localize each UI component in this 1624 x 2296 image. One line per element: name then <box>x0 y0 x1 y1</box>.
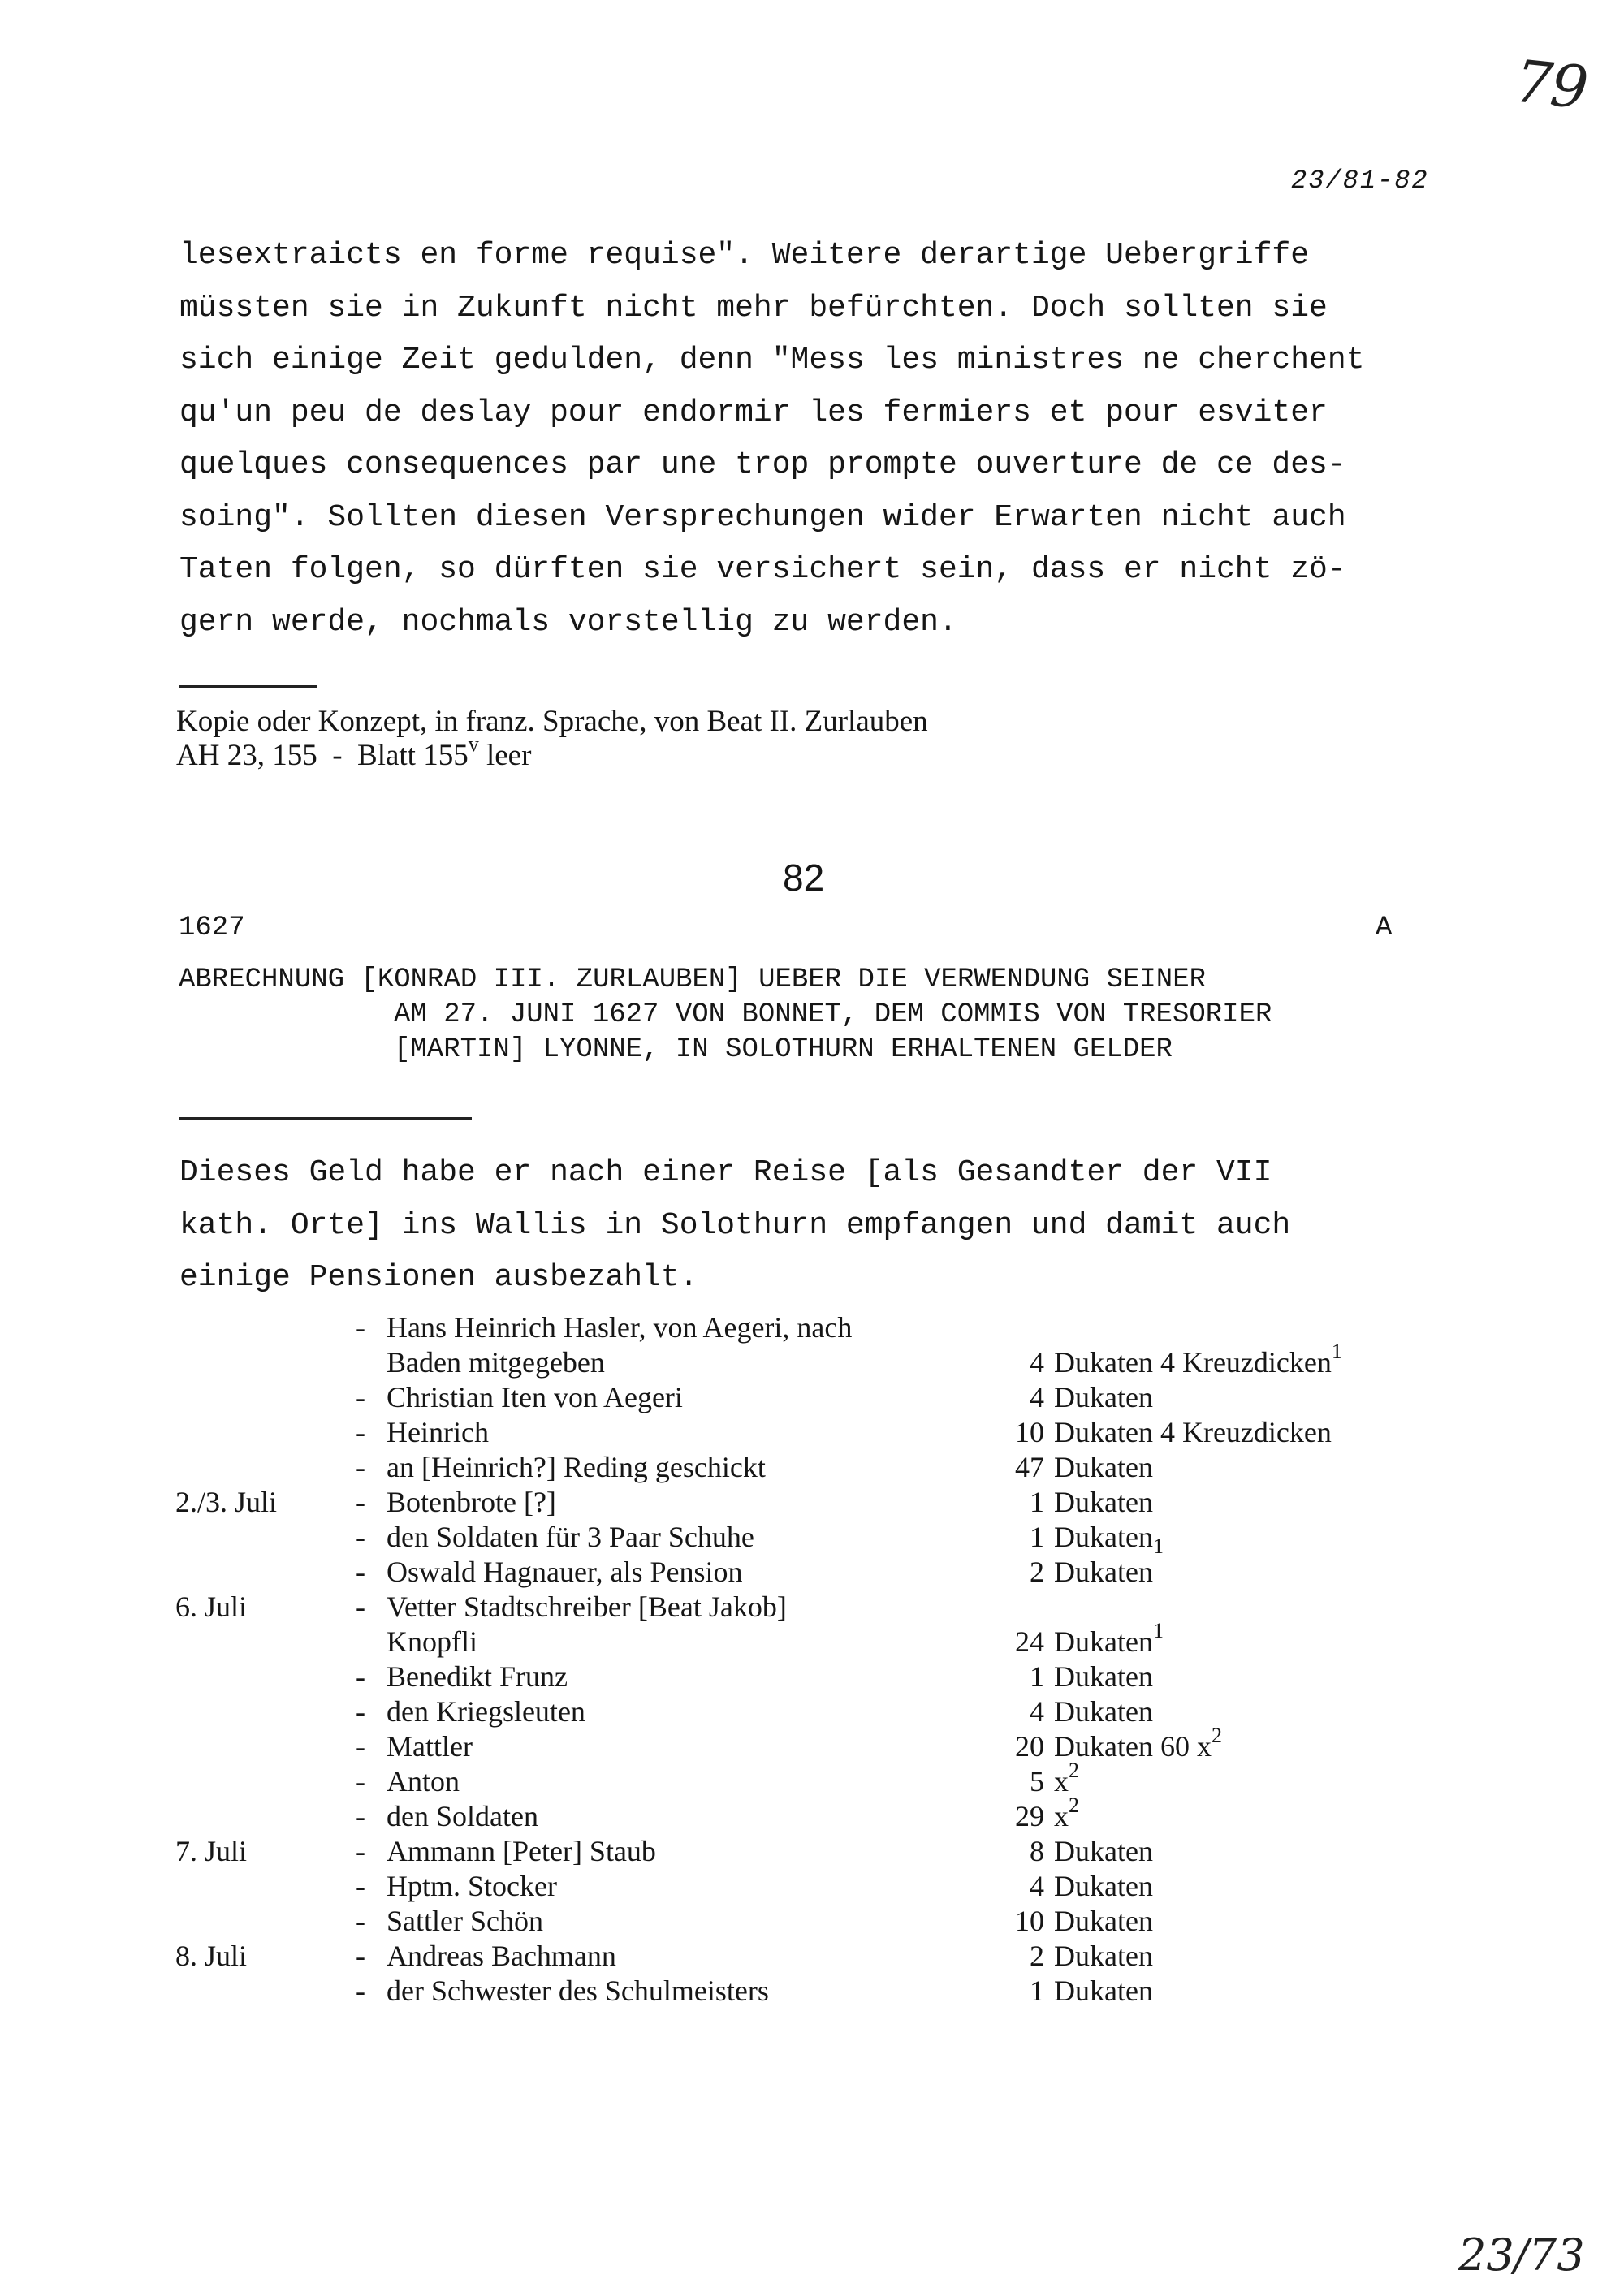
entry-description: Knopfli <box>387 1625 477 1658</box>
ledger-row <box>0 1904 1624 1939</box>
entry-unit <box>1054 1520 1164 1559</box>
document-title <box>179 963 1272 1068</box>
entry-unit-text: x <box>1054 1765 1069 1798</box>
entry-description: Mattler <box>387 1730 473 1763</box>
entry-unit-text: Dukaten 4 Kreuzdicken <box>1054 1346 1332 1379</box>
entry-unit-text: Dukaten <box>1054 1486 1153 1518</box>
entry-unit <box>1054 1904 1153 1938</box>
entry-unit <box>1054 1939 1153 1973</box>
entry-dash: - <box>356 1556 365 1588</box>
entry-unit <box>1054 1380 1153 1414</box>
ledger-row <box>0 1450 1624 1485</box>
entry-unit <box>1054 1834 1153 1868</box>
continuation-line: lesextraicts en forme requise". Weitere derartige Uebergriffe <box>179 238 1310 273</box>
entry-dash: - <box>356 1730 365 1763</box>
continuation-line: müssten sie in Zukunft nicht mehr befürchten. Doch sollten sie <box>179 290 1328 326</box>
continuation-line: qu'un peu de deslay pour endormir les fermiers et pour esviter <box>179 395 1328 430</box>
entry-amount: 1 <box>1030 1974 1044 2007</box>
entry-unit-text: x <box>1054 1800 1069 1832</box>
entry-dash: - <box>356 1311 365 1344</box>
document-number: 82 <box>783 857 825 899</box>
ledger-row <box>0 1939 1624 1974</box>
entry-dash: - <box>356 1940 365 1972</box>
ledger-row <box>0 1485 1624 1520</box>
ledger-row <box>0 1659 1624 1694</box>
entry-description: den Kriegsleuten <box>387 1695 585 1728</box>
entry-unit <box>1054 1974 1153 2008</box>
entry-amount: 10 <box>1015 1416 1044 1448</box>
title-line-2: AM 27. JUNI 1627 VON BONNET, DEM COMMIS VON TRESORIER <box>394 999 1272 1030</box>
entry-unit-text: Dukaten 60 x <box>1054 1730 1212 1763</box>
document-reference: 23/81-82 <box>1291 166 1429 196</box>
ledger-row <box>0 1380 1624 1415</box>
entry-description: Hptm. Stocker <box>387 1870 557 1902</box>
entry-unit-text: Dukaten <box>1054 1625 1153 1658</box>
entry-unit-text: Dukaten <box>1054 1381 1153 1413</box>
continuation-line: gern werde, nochmals vorstellig zu werden. <box>179 604 957 640</box>
ledger-row <box>0 1555 1624 1590</box>
entry-description: Oswald Hagnauer, als Pension <box>387 1556 743 1588</box>
bottom-archive-number: 23/73 <box>1458 2229 1585 2281</box>
entry-unit-text: Dukaten 4 Kreuzdicken <box>1054 1416 1332 1448</box>
ledger-row <box>0 1520 1624 1559</box>
entry-unit <box>1054 1340 1342 1379</box>
source-note-line-1: Kopie oder Konzept, in franz. Sprache, von Beat II. Zurlauben <box>176 705 928 738</box>
footnote-marker: 2 <box>1069 1759 1079 1782</box>
entry-dash: - <box>356 1381 365 1413</box>
entry-description: Sattler Schön <box>387 1905 543 1937</box>
entry-amount: 1 <box>1030 1521 1044 1553</box>
entry-amount: 1 <box>1030 1660 1044 1693</box>
entry-amount: 10 <box>1015 1905 1044 1937</box>
entry-unit <box>1054 1619 1164 1659</box>
entry-unit-text: Dukaten <box>1054 1974 1153 2007</box>
footnote-marker: 1 <box>1331 1340 1342 1363</box>
entry-unit <box>1054 1694 1153 1728</box>
entry-amount: 4 <box>1030 1346 1044 1379</box>
ledger-row <box>0 1793 1624 1834</box>
entry-dash: - <box>356 1695 365 1728</box>
entry-amount: 1 <box>1030 1486 1044 1518</box>
entry-unit <box>1054 1450 1153 1484</box>
entry-unit <box>1054 1555 1153 1589</box>
entry-description: Benedikt Frunz <box>387 1660 568 1693</box>
continuation-line: soing". Sollten diesen Versprechungen wider Erwarten nicht auch <box>179 499 1346 535</box>
entry-amount: 47 <box>1015 1451 1044 1483</box>
entry-unit <box>1054 1793 1079 1833</box>
entry-description: der Schwester des Schulmeisters <box>387 1974 769 2007</box>
entry-description: Botenbrote [?] <box>387 1486 556 1518</box>
title-line-1: ABRECHNUNG [KONRAD III. ZURLAUBEN] UEBER DIE VERWENDUNG SEINER <box>179 965 1207 995</box>
entry-dash: - <box>356 1765 365 1798</box>
entry-amount: 4 <box>1030 1870 1044 1902</box>
footnote-marker: 2 <box>1211 1724 1222 1747</box>
ledger-row <box>0 1415 1624 1450</box>
ledger-row <box>0 1724 1624 1764</box>
entry-description: an [Heinrich?] Reding geschickt <box>387 1451 766 1483</box>
entry-unit-text: Dukaten <box>1054 1905 1153 1937</box>
intro-line: Dieses Geld habe er nach einer Reise [als Gesandter der VII <box>179 1155 1272 1190</box>
ledger-row <box>0 1834 1624 1869</box>
entry-dash: - <box>356 1870 365 1902</box>
entry-unit-text: Dukaten <box>1054 1940 1153 1972</box>
entry-unit <box>1054 1485 1153 1519</box>
footnote-divider <box>179 685 317 688</box>
entry-dash: - <box>356 1835 365 1867</box>
entry-date: 2./3. Juli <box>175 1486 278 1518</box>
footnote-marker: 1 <box>1152 1534 1164 1559</box>
entry-unit-text: Dukaten <box>1054 1695 1153 1728</box>
ledger-row <box>0 1974 1624 2009</box>
entry-dash: - <box>356 1800 365 1832</box>
continuation-line: Taten folgen, so dürften sie versichert sein, dass er nicht zö- <box>179 552 1346 587</box>
entry-unit-text: Dukaten <box>1054 1660 1153 1693</box>
entry-date: 8. Juli <box>175 1940 248 1972</box>
source-note-line-2-end: leer <box>478 739 532 772</box>
entry-amount: 24 <box>1015 1625 1044 1658</box>
entry-amount: 8 <box>1030 1835 1044 1867</box>
entry-amount: 5 <box>1030 1765 1044 1798</box>
footnote-marker: 2 <box>1069 1793 1079 1817</box>
source-note-line-2 <box>176 732 928 773</box>
entry-dash: - <box>356 1451 365 1483</box>
entry-unit-text: Dukaten <box>1054 1835 1153 1867</box>
ledger-row <box>0 1340 1624 1380</box>
entry-unit <box>1054 1659 1153 1694</box>
entry-dash: - <box>356 1905 365 1937</box>
entry-dash: - <box>356 1416 365 1448</box>
ledger-row <box>0 1869 1624 1904</box>
ledger-row <box>0 1590 1624 1625</box>
entry-amount: 4 <box>1030 1381 1044 1413</box>
document-letter: A <box>1376 913 1393 943</box>
continuation-line: quelques consequences par une trop prompte ouverture de ce des- <box>179 447 1346 482</box>
ledger-row <box>0 1759 1624 1799</box>
entry-unit <box>1054 1869 1153 1903</box>
entry-amount: 29 <box>1015 1800 1044 1832</box>
entry-unit <box>1054 1724 1222 1763</box>
entry-description: Hans Heinrich Hasler, von Aegeri, nach <box>387 1311 853 1344</box>
verso-superscript: v <box>468 732 479 756</box>
entry-description: den Soldaten <box>387 1800 538 1832</box>
entry-dash: - <box>356 1486 365 1518</box>
continuation-paragraph <box>179 230 1364 649</box>
entry-date: 6. Juli <box>175 1590 248 1623</box>
entry-unit <box>1054 1415 1332 1449</box>
ledger-entries <box>0 1310 1624 2009</box>
continuation-line: sich einige Zeit gedulden, denn "Mess les ministres ne cherchent <box>179 343 1365 378</box>
entry-unit-text: Dukaten <box>1054 1521 1153 1553</box>
intro-paragraph <box>179 1147 1290 1305</box>
entry-date: 7. Juli <box>175 1835 248 1867</box>
intro-line: kath. Orte] ins Wallis in Solothurn empfangen und damit auch <box>179 1207 1291 1243</box>
document-year: 1627 <box>179 913 245 943</box>
entry-description: Anton <box>387 1765 460 1798</box>
intro-line: einige Pensionen ausbezahlt. <box>179 1260 698 1295</box>
entry-description: Andreas Bachmann <box>387 1940 616 1972</box>
ledger-row <box>0 1694 1624 1729</box>
entry-description: Vetter Stadtschreiber [Beat Jakob] <box>387 1590 787 1623</box>
entry-description: den Soldaten für 3 Paar Schuhe <box>387 1521 754 1553</box>
entry-unit-text: Dukaten <box>1054 1556 1153 1588</box>
entry-unit-text: Dukaten <box>1054 1870 1153 1902</box>
entry-dash: - <box>356 1660 365 1693</box>
entry-dash: - <box>356 1590 365 1623</box>
ledger-row <box>0 1310 1624 1345</box>
source-note-line-2-text: AH 23, 155 - Blatt 155 <box>176 739 469 772</box>
footnote-marker: 1 <box>1152 1619 1164 1642</box>
source-note <box>176 705 928 773</box>
title-line-3: [MARTIN] LYONNE, IN SOLOTHURN ERHALTENEN GELDER <box>394 1034 1173 1065</box>
entry-description: Heinrich <box>387 1416 489 1448</box>
ledger-row <box>0 1619 1624 1659</box>
entry-amount: 20 <box>1015 1730 1044 1763</box>
entry-amount: 4 <box>1030 1695 1044 1728</box>
entry-description: Baden mitgegeben <box>387 1346 605 1379</box>
handwritten-page-number: 79 <box>1511 46 1590 123</box>
entry-amount: 2 <box>1030 1556 1044 1588</box>
entry-dash: - <box>356 1974 365 2007</box>
entry-description: Christian Iten von Aegeri <box>387 1381 683 1413</box>
entry-dash: - <box>356 1521 365 1553</box>
entry-amount: 2 <box>1030 1940 1044 1972</box>
section-divider <box>179 1117 472 1120</box>
entry-description: Ammann [Peter] Staub <box>387 1835 656 1867</box>
entry-unit-text: Dukaten <box>1054 1451 1153 1483</box>
